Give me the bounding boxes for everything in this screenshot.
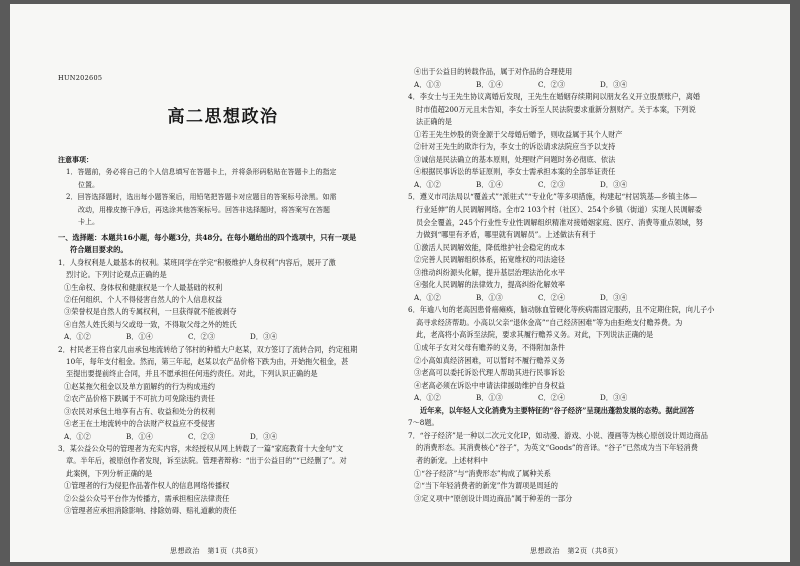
q1-stem: 1．人身权利是人最基本的权利。某班同学在学完“积极维护人身权利”内容后，展开了激 <box>58 257 336 267</box>
left-questions <box>58 232 394 517</box>
option-d: D．③④ <box>250 431 278 441</box>
q5-item: ④强化人民调解的法律效力，提高纠纷化解效率 <box>414 280 565 290</box>
question-7 <box>408 430 764 505</box>
option-a: A．①② <box>64 332 91 342</box>
option-c: C．②④ <box>538 292 566 302</box>
q7-item: ②“当下年轻消费者的新宠”作为谓项是周延的 <box>414 481 558 491</box>
option-b: B．①④ <box>476 79 503 89</box>
option-a: A．①③ <box>414 79 441 89</box>
q2-item: ①赵某拖欠租金以及单方面解约的行为构成违约 <box>64 381 215 391</box>
q6-stem: 6．年逾八旬的老高因患骨癌瘫痪，脑动脉血管硬化等疾病需固定服药，且不定期住院，向儿子小 <box>408 305 715 315</box>
q2-stem: 2．村民老王将自家几亩承包地流转给了邻村的种植大户赵某，双方签订了流转合同，约定租期 <box>58 344 358 354</box>
q4-item: ②针对王先生的欺诈行为，李女士的诉讼请求法院应当予以支持 <box>414 142 616 152</box>
option-b: B．①④ <box>126 332 153 342</box>
exam-sheet <box>10 4 790 562</box>
option-c: C．②③ <box>538 179 566 189</box>
option-a: A．①② <box>414 292 441 302</box>
q6-options <box>408 392 764 405</box>
q5-stem: 员会全覆盖，245个行业性专业性调解组织精准对接婚姻家庭、医疗、消费等重点领域，努 <box>416 217 703 227</box>
q5-stem: 行业延伸”的人民调解网络。全市2 103个村（社区）、254个乡镇（街道）实现人民调解委 <box>416 205 702 215</box>
q4-item: ①若王先生炒股的资金源于父母婚后赠予，则收益属于其个人财产 <box>414 129 623 139</box>
passage-line: 7～8题。 <box>408 418 439 428</box>
page-title: 高二思想政治 <box>167 107 279 127</box>
q4-stem: 时市值超200万元且未告知，李女士诉至人民法院要求重新分割财产。关于本案，下列说 <box>416 104 696 114</box>
q4-stem: 4．李女士与王先生协议离婚后发现，王先生在婚姻存续期间以朋友名义开立股票账户，离婚 <box>408 92 701 102</box>
q7-stem: 7．“谷子经济”是一种以二次元文化IP，如动漫、游戏、小说、漫画等为核心原创设计周边商品 <box>408 430 708 440</box>
notice-heading: 注意事项： <box>58 155 93 164</box>
notice-line: 卡上。 <box>78 218 99 227</box>
option-c: C．②③ <box>188 332 216 342</box>
q6-stem: 此，老高将小高诉至法院，要求其履行赡养义务。对此，下列说法正确的是 <box>416 330 654 340</box>
option-a: A．①② <box>414 393 441 403</box>
q6-item: ②小高如真经济困难，可以暂时不履行赡养义务 <box>414 355 565 365</box>
question-3 <box>58 443 394 517</box>
q4-options <box>408 179 764 192</box>
footer-left: 思想政治 第1页（共8页） <box>170 547 263 555</box>
question-5 <box>408 191 764 304</box>
q3-options <box>408 79 764 92</box>
option-b: B．①③ <box>476 292 503 302</box>
q1-item: ②任何组织、个人不得侵害自然人的个人信息权益 <box>64 295 223 305</box>
q3-item: ①管理者的行为侵犯作品著作权人的信息网络传播权 <box>64 481 230 491</box>
question-4 <box>408 91 764 191</box>
q3-stem: 3．某公益公众号的管理者为充实内容，未经授权从网上转载了一篇“家庭教育十大金句”文 <box>58 443 344 453</box>
option-b: B．①④ <box>126 431 153 441</box>
q2-stem: 至提出要提前终止合同，并且不愿承担任何违约责任。对此，下列认识正确的是 <box>66 369 318 379</box>
q7-item: ①“谷子经济”与“消费形态”构成了属种关系 <box>414 468 551 478</box>
q7-stem: 者的新宠。上述材料中 <box>416 455 488 465</box>
option-c: C．②④ <box>538 393 566 403</box>
option-b: B．①③ <box>476 393 503 403</box>
notice-section <box>58 154 388 228</box>
q1-item: ①生命权、身体权和健康权是一个人最基础的权利 <box>64 282 223 292</box>
option-d: D．③④ <box>600 393 628 403</box>
question-1 <box>58 257 394 344</box>
q2-item: ④老王在土地流转中的合法财产权益应不受侵害 <box>64 419 215 429</box>
q6-item: ①成年子女对父母有赡养的义务，不得附加条件 <box>414 343 565 353</box>
q4-item: ④根据民事诉讼的举证原则，李女士需承担本案的全部举证责任 <box>414 167 616 177</box>
notice-line: 1．答题前，务必将自己的个人信息填写在答题卡上，并将条形码粘贴在答题卡上的指定 <box>66 168 337 177</box>
q5-stem: 5．遵义市司法局以“覆盖式”“派驻式”“专业化”等多项措施，构建起“村居筑基—乡镇主体— <box>408 192 698 202</box>
option-c: C．②③ <box>538 79 566 89</box>
q6-item: ③老高可以委托诉讼代理人帮助其进行民事诉讼 <box>414 368 565 378</box>
q4-item: ③诚信是民法确立的基本原则，处理财产问题时务必彻底、依法 <box>414 154 616 164</box>
q7-stem: 的消费形态。其消费核心“谷子”，为英文“Goods”的音译。“谷子”已然成为当下年轻消费 <box>416 443 698 453</box>
option-c: C．②③ <box>188 431 216 441</box>
q1-item: ③荣誉权是自然人的专属权利，一旦获得就不能被剥夺 <box>64 307 237 317</box>
q5-item: ①激活人民调解效能，降低维护社会稳定的成本 <box>414 242 565 252</box>
section-heading: 一、选择题：本题共16小题，每小题3分，共48分。在每小题给出的四个选项中，只有一项是 <box>58 233 357 242</box>
option-b: B．①④ <box>476 179 503 189</box>
option-d: D．③④ <box>600 292 628 302</box>
q2-item: ③农民对承包土地享有占有、收益和处分的权利 <box>64 406 215 416</box>
question-6 <box>408 304 764 404</box>
q6-stem: 高寻求经济帮助。小高以父亲“退休金高”“自己经济困难”等为由拒绝支付赡养费。为 <box>416 317 683 327</box>
q1-options <box>58 331 394 343</box>
notice-line: 改动，用橡皮擦干净后，再选涂其他答案标号。回答非选择题时，将答案写在答题 <box>78 205 330 214</box>
doc-code: HUN202605 <box>58 74 103 82</box>
passage <box>408 405 764 430</box>
q3-item: ②公益公众号平台作为传播方，需承担相应法律责任 <box>64 493 230 503</box>
option-a: A．①② <box>414 179 441 189</box>
question-2 <box>58 344 394 443</box>
option-a: A．①② <box>64 431 91 441</box>
q4-stem: 法正确的是 <box>416 117 452 127</box>
option-d: D．③④ <box>600 79 628 89</box>
passage-line: 近年来，以年轻人文化消费为主要特征的“谷子经济”呈现出蓬勃发展的态势。据此回答 <box>420 405 695 415</box>
q3-item: ④出于公益目的转载作品，属于对作品的合理使用 <box>414 67 573 76</box>
section-heading: 符合题目要求的。 <box>70 245 128 255</box>
q3-item: ③管理者应承担消除影响、排除妨碍、赔礼道歉的责任 <box>64 505 237 515</box>
q2-stem: 10年，每年支付租金。然而，第三年起，赵某以农产品价格下跌为由，开始拖欠租金，甚 <box>66 357 349 367</box>
q5-item: ②完善人民调解组织体系，拓宽维权的司法途径 <box>414 255 565 265</box>
right-questions <box>408 66 764 505</box>
q5-stem: 力做到“哪里有矛盾，哪里就有调解员”。上述做法有利于 <box>416 230 596 240</box>
q2-item: ②农产品价格下跌属于不可抗力可免除违约责任 <box>64 394 215 404</box>
q5-item: ③推动纠纷源头化解，提升基层治理法治化水平 <box>414 267 565 277</box>
q3-stem: 章。半年后，被原创作者发现，诉至法院。管理者辩称：“出于公益目的”“已经删了”。对 <box>66 456 347 466</box>
option-d: D．③④ <box>250 332 278 342</box>
q7-item: ③定义项中“原创设计周边商品”属于种差的一部分 <box>414 493 573 503</box>
q1-stem: 烈讨论。下列讨论观点正确的是 <box>66 270 167 280</box>
footer-right: 思想政治 第2页（共8页） <box>530 547 623 555</box>
q1-item: ④自然人姓氏须与父或母一致，不得取父母之外的姓氏 <box>64 319 237 329</box>
q2-options <box>58 431 394 443</box>
notice-line: 位置。 <box>78 180 99 189</box>
q6-item: ④老高必须在诉讼中申请法律援助维护自身权益 <box>414 380 565 390</box>
q3-stem: 此案例，下列分析正确的是 <box>66 468 153 478</box>
notice-line: 2．回答选择题时，选出每小题答案后，用铅笔把答题卡对应题目的答案标号涂黑。如需 <box>66 193 337 202</box>
option-d: D．③④ <box>600 179 628 189</box>
q5-options <box>408 292 764 305</box>
